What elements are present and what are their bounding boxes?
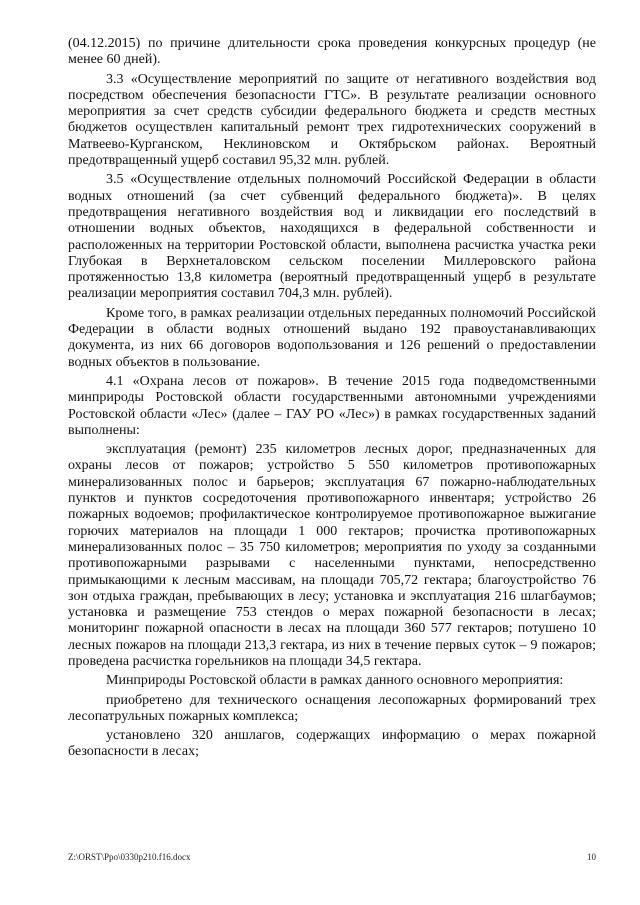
document-page bbox=[68, 36, 596, 836]
paragraph-3-5: 3.5 «Осуществление отдельных полномочий Российской Федерации в области водных отношений (за счет субвенций федерального бюджета)». В целях предотвращения негативного воздействия вод и ликвидации его последствий в отношении водных объектов, находящихся в федеральной собственности и расположенных на территории Ростовской области, выполнена расчистка участка реки Глубокая в Верхнеталовском сельском поселении Миллеровского района протяженностью 13,8 километра (вероятный предотвращенный ущерб в результате реализации мероприятия составил 704,3 млн. рублей). bbox=[68, 172, 596, 302]
paragraph-equipment: приобретено для технического оснащения лесопожарных формирований трех лесопатрульных пожарных комплекса; bbox=[68, 692, 596, 724]
paragraph-works-list: эксплуатация (ремонт) 235 километров лесных дорог, предназначенных для охраны лесов от пожаров; устройство 5 550 километров противопожарных минерализованных полос и барьеров; эксплуатация 67 пожарно-наблюдательных пунктов и пунктов сосредоточения противопожарного инвентаря; устройство 26 пожарных водоемов; профилактическое контролируемое противопожарное выжигание горючих материалов на площади 1 000 гектаров; прочистка противопожарных минерализованных полос – 35 750 километров; мероприятия по уходу за созданными противопожарными разрывами с населенными пунктами, непосредственно примыкающими к лесным массивам, на площади 705,72 гектара; благоустройство 76 зон отдыха граждан, пребывающих в лесу; установка и эксплуатация 216 шлагбаумов; установка и размещение 753 стендов о мерах пожарной безопасности в лесах; мониторинг пожарной опасности в лесах на площади 360 577 гектаров; потушено 10 лесных пожаров на площади 213,3 гектара, из них в течение первых суток – 9 пожаров; проведена расчистка горельников на площади 34,5 гектара. bbox=[68, 442, 596, 669]
paragraph-federal-powers: Кроме того, в рамках реализации отдельных переданных полномочий Российской Федерации в области водных отношений выдано 192 правоустанавливающих документа, из них 66 договоров водопользования и 126 решений о предоставлении водных объектов в пользование. bbox=[68, 305, 596, 370]
page-number: 10 bbox=[587, 852, 596, 862]
paragraph-3-3: 3.3 «Осуществление мероприятий по защите от негативного воздействия вод посредством обеспечения безопасности ГТС». В результате реализации основного мероприятия за счет средств субсидии федерального бюджета и средств местных бюджетов осуществлен капитальный ремонт трех гидротехнических сооружений в Матвеево-Курганском, Неклиновском и Октябрьском районах. Вероятный предотвращенный ущерб составил 95,32 млн. рублей. bbox=[68, 71, 596, 169]
paragraph-signs: установлено 320 аншлагов, содержащих информацию о мерах пожарной безопасности в лесах; bbox=[68, 728, 596, 760]
paragraph-ministry: Минприроды Ростовской области в рамках данного основного мероприятия: bbox=[106, 673, 564, 689]
paragraph-4-1: 4.1 «Охрана лесов от пожаров». В течение 2015 года подведомственными минприроды Ростовской области государственными автономными учреждениями Ростовской области «Лес» (далее – ГАУ РО «Лес») в рамках государственных заданий выполнены: bbox=[68, 373, 596, 438]
paragraph-continuation: (04.12.2015) по причине длительности срока проведения конкурсных процедур (не менее 60 дней). bbox=[68, 36, 596, 68]
file-path: Z:\ORST\Ppo\0330p210.f16.docx bbox=[68, 852, 191, 862]
